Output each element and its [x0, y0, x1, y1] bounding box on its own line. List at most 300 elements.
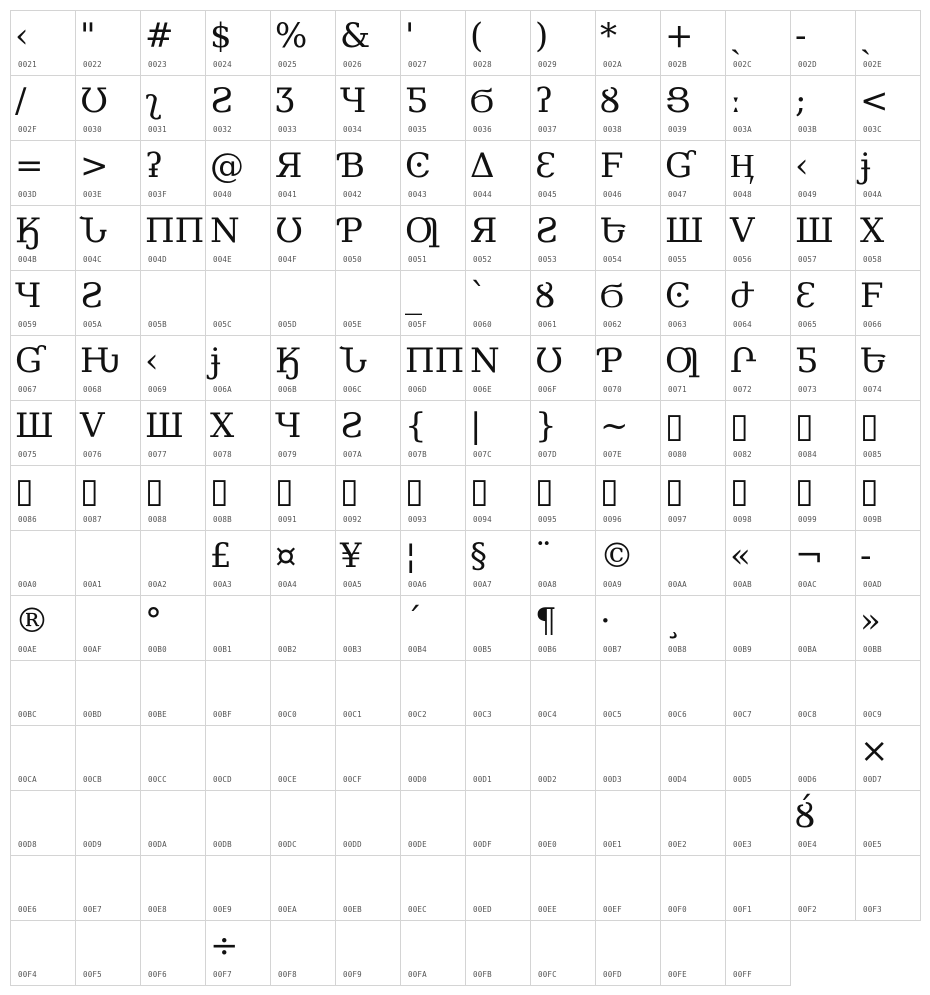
- glyph-cell[interactable]: [855, 530, 921, 596]
- glyph-cell[interactable]: [855, 270, 921, 336]
- glyph-cell[interactable]: [855, 725, 921, 791]
- glyph-cell[interactable]: [725, 790, 791, 856]
- glyph-cell[interactable]: [530, 595, 596, 661]
- glyph-cell[interactable]: [725, 75, 791, 141]
- glyph-cell[interactable]: [790, 595, 856, 661]
- glyph-sample: Ʒ: [275, 81, 295, 121]
- codepoint-label: 0044: [473, 190, 492, 199]
- glyph-sample: Ե: [600, 211, 628, 251]
- glyph-cell[interactable]: [660, 790, 726, 856]
- glyph-cell[interactable]: [725, 660, 791, 726]
- glyph-cell[interactable]: [790, 10, 856, 76]
- glyph-cell[interactable]: [790, 790, 856, 856]
- glyph-cell[interactable]: [595, 595, 661, 661]
- glyph-sample: Ɓ: [340, 146, 365, 186]
- glyph-cell[interactable]: [595, 530, 661, 596]
- glyph-cell[interactable]: [400, 595, 466, 661]
- glyph-sample: ▯: [15, 471, 34, 511]
- glyph-cell[interactable]: [205, 75, 271, 141]
- glyph-cell[interactable]: [465, 595, 531, 661]
- glyph-cell[interactable]: [530, 140, 596, 206]
- glyph-cell[interactable]: [725, 400, 791, 466]
- codepoint-label: 004F: [278, 255, 297, 264]
- glyph-cell[interactable]: [595, 75, 661, 141]
- glyph-cell[interactable]: [140, 595, 206, 661]
- codepoint-label: 00B6: [538, 645, 557, 654]
- glyph-cell[interactable]: [660, 335, 726, 401]
- codepoint-label: 00C2: [408, 710, 427, 719]
- codepoint-label: 005F: [408, 320, 427, 329]
- glyph-cell[interactable]: [595, 660, 661, 726]
- glyph-cell[interactable]: [660, 205, 726, 271]
- glyph-cell[interactable]: [790, 335, 856, 401]
- glyph-cell[interactable]: [140, 75, 206, 141]
- glyph-cell[interactable]: [205, 530, 271, 596]
- glyph-sample: ': [405, 16, 415, 56]
- glyph-sample: {: [405, 406, 427, 446]
- codepoint-label: 007E: [603, 450, 622, 459]
- glyph-cell[interactable]: [465, 790, 531, 856]
- glyph-cell[interactable]: [725, 10, 791, 76]
- glyph-cell[interactable]: [660, 530, 726, 596]
- codepoint-label: 005E: [343, 320, 362, 329]
- glyph-cell[interactable]: [140, 725, 206, 791]
- codepoint-label: 0098: [733, 515, 752, 524]
- glyph-sample: #: [145, 16, 174, 56]
- glyph-cell[interactable]: [10, 725, 76, 791]
- glyph-sample: Ƨ: [210, 81, 234, 121]
- glyph-cell[interactable]: [10, 335, 76, 401]
- glyph-cell[interactable]: [400, 920, 466, 986]
- glyph-cell[interactable]: [75, 725, 141, 791]
- glyph-cell[interactable]: [10, 10, 76, 76]
- glyph-cell[interactable]: [790, 660, 856, 726]
- codepoint-label: 00B4: [408, 645, 427, 654]
- glyph-cell[interactable]: [530, 270, 596, 336]
- glyph-cell[interactable]: [335, 530, 401, 596]
- glyph-cell[interactable]: [725, 530, 791, 596]
- codepoint-label: 005C: [213, 320, 232, 329]
- glyph-grid: [10, 10, 920, 985]
- glyph-cell[interactable]: [140, 855, 206, 921]
- glyph-cell[interactable]: [75, 10, 141, 76]
- codepoint-label: 00D2: [538, 775, 557, 784]
- glyph-cell[interactable]: [855, 400, 921, 466]
- glyph-cell[interactable]: [660, 75, 726, 141]
- codepoint-label: 00A9: [603, 580, 622, 589]
- glyph-cell[interactable]: [10, 75, 76, 141]
- codepoint-label: 00CB: [83, 775, 102, 784]
- glyph-cell[interactable]: [465, 465, 531, 531]
- glyph-cell[interactable]: [335, 920, 401, 986]
- glyph-cell[interactable]: [855, 140, 921, 206]
- glyph-cell[interactable]: [140, 660, 206, 726]
- glyph-cell[interactable]: [660, 725, 726, 791]
- glyph-cell[interactable]: [465, 855, 531, 921]
- glyph-cell[interactable]: [75, 465, 141, 531]
- codepoint-label: 006B: [278, 385, 297, 394]
- glyph-cell[interactable]: [10, 400, 76, 466]
- glyph-cell[interactable]: [725, 140, 791, 206]
- glyph-cell[interactable]: [855, 75, 921, 141]
- codepoint-label: 00F0: [668, 905, 687, 914]
- glyph-cell[interactable]: [140, 465, 206, 531]
- glyph-cell[interactable]: [595, 790, 661, 856]
- glyph-cell[interactable]: [595, 335, 661, 401]
- glyph-sample: Ր: [730, 341, 757, 381]
- glyph-sample: Ʊ: [535, 341, 564, 381]
- glyph-cell[interactable]: [595, 855, 661, 921]
- codepoint-label: 00FF: [733, 970, 752, 979]
- glyph-cell[interactable]: [790, 75, 856, 141]
- glyph-cell[interactable]: [270, 725, 336, 791]
- codepoint-label: 0052: [473, 255, 492, 264]
- glyph-cell[interactable]: [75, 400, 141, 466]
- glyph-cell[interactable]: [335, 205, 401, 271]
- glyph-cell[interactable]: [400, 75, 466, 141]
- glyph-sample: ¤: [275, 536, 297, 576]
- glyph-cell[interactable]: [465, 725, 531, 791]
- glyph-cell[interactable]: [335, 270, 401, 336]
- glyph-cell[interactable]: [855, 205, 921, 271]
- glyph-cell[interactable]: [725, 725, 791, 791]
- glyph-cell[interactable]: [530, 10, 596, 76]
- glyph-cell[interactable]: [595, 465, 661, 531]
- glyph-cell[interactable]: [75, 855, 141, 921]
- glyph-cell[interactable]: [855, 790, 921, 856]
- glyph-cell[interactable]: [10, 270, 76, 336]
- glyph-cell[interactable]: [270, 920, 336, 986]
- glyph-cell[interactable]: [465, 270, 531, 336]
- glyph-cell[interactable]: [465, 10, 531, 76]
- codepoint-label: 00B2: [278, 645, 297, 654]
- glyph-cell[interactable]: [335, 140, 401, 206]
- glyph-cell[interactable]: [400, 400, 466, 466]
- glyph-sample: `: [470, 276, 487, 316]
- glyph-cell[interactable]: [140, 10, 206, 76]
- glyph-cell[interactable]: [790, 465, 856, 531]
- glyph-sample: Ȣ: [535, 276, 555, 316]
- glyph-cell[interactable]: [270, 855, 336, 921]
- glyph-sample: @: [210, 146, 244, 186]
- glyph-cell[interactable]: [465, 400, 531, 466]
- glyph-cell[interactable]: [790, 400, 856, 466]
- glyph-cell[interactable]: [335, 595, 401, 661]
- codepoint-label: 00E2: [668, 840, 687, 849]
- glyph-cell[interactable]: [335, 335, 401, 401]
- glyph-cell[interactable]: [465, 205, 531, 271]
- codepoint-label: 0055: [668, 255, 687, 264]
- glyph-cell[interactable]: [140, 920, 206, 986]
- glyph-cell[interactable]: [400, 790, 466, 856]
- glyph-cell[interactable]: [400, 335, 466, 401]
- glyph-cell[interactable]: [10, 205, 76, 271]
- codepoint-label: 0021: [18, 60, 37, 69]
- glyph-cell[interactable]: [465, 140, 531, 206]
- glyph-cell[interactable]: [400, 270, 466, 336]
- glyph-cell[interactable]: [270, 400, 336, 466]
- glyph-cell[interactable]: [660, 140, 726, 206]
- glyph-cell[interactable]: [75, 75, 141, 141]
- codepoint-label: 00DD: [343, 840, 362, 849]
- codepoint-label: 0033: [278, 125, 297, 134]
- glyph-cell[interactable]: [855, 465, 921, 531]
- glyph-cell[interactable]: [75, 790, 141, 856]
- glyph-cell[interactable]: [595, 205, 661, 271]
- glyph-cell[interactable]: [205, 855, 271, 921]
- glyph-cell[interactable]: [335, 790, 401, 856]
- codepoint-label: 00A2: [148, 580, 167, 589]
- glyph-cell[interactable]: [530, 920, 596, 986]
- glyph-cell[interactable]: [790, 140, 856, 206]
- glyph-cell[interactable]: [140, 790, 206, 856]
- glyph-cell[interactable]: [270, 660, 336, 726]
- glyph-cell[interactable]: [725, 595, 791, 661]
- glyph-cell[interactable]: [400, 660, 466, 726]
- codepoint-label: 00A0: [18, 580, 37, 589]
- glyph-cell[interactable]: [400, 10, 466, 76]
- glyph-cell[interactable]: [205, 595, 271, 661]
- glyph-cell[interactable]: [400, 530, 466, 596]
- glyph-cell[interactable]: [75, 140, 141, 206]
- glyph-cell[interactable]: [335, 465, 401, 531]
- codepoint-label: 006A: [213, 385, 232, 394]
- codepoint-label: 005A: [83, 320, 102, 329]
- glyph-cell[interactable]: [205, 465, 271, 531]
- glyph-cell[interactable]: [400, 140, 466, 206]
- codepoint-label: 00F1: [733, 905, 752, 914]
- codepoint-label: 00F2: [798, 905, 817, 914]
- glyph-cell[interactable]: [530, 465, 596, 531]
- glyph-cell[interactable]: [205, 270, 271, 336]
- glyph-cell[interactable]: [595, 10, 661, 76]
- codepoint-label: 0028: [473, 60, 492, 69]
- glyph-cell[interactable]: [400, 725, 466, 791]
- glyph-cell[interactable]: [270, 530, 336, 596]
- glyph-cell[interactable]: [140, 205, 206, 271]
- glyph-cell[interactable]: [790, 855, 856, 921]
- glyph-cell[interactable]: [855, 855, 921, 921]
- glyph-cell[interactable]: [205, 920, 271, 986]
- glyph-cell[interactable]: [75, 205, 141, 271]
- glyph-cell[interactable]: [530, 660, 596, 726]
- glyph-sample: Ƽ: [405, 81, 429, 121]
- glyph-cell[interactable]: [10, 920, 76, 986]
- glyph-cell[interactable]: [725, 270, 791, 336]
- glyph-cell[interactable]: [75, 335, 141, 401]
- glyph-cell[interactable]: [595, 270, 661, 336]
- glyph-sample: ‹: [145, 341, 159, 381]
- glyph-cell[interactable]: [140, 335, 206, 401]
- codepoint-label: 00DB: [213, 840, 232, 849]
- glyph-cell[interactable]: [660, 465, 726, 531]
- codepoint-label: 00B5: [473, 645, 492, 654]
- glyph-sample: Я: [470, 211, 498, 251]
- glyph-cell[interactable]: [140, 140, 206, 206]
- codepoint-label: 00BC: [18, 710, 37, 719]
- glyph-cell[interactable]: [660, 595, 726, 661]
- glyph-cell[interactable]: [10, 790, 76, 856]
- glyph-cell[interactable]: [855, 660, 921, 726]
- codepoint-label: 002A: [603, 60, 622, 69]
- glyph-cell[interactable]: [10, 660, 76, 726]
- glyph-cell[interactable]: [465, 920, 531, 986]
- glyph-cell[interactable]: [725, 855, 791, 921]
- glyph-cell[interactable]: [855, 595, 921, 661]
- glyph-cell[interactable]: [530, 790, 596, 856]
- codepoint-label: 004B: [18, 255, 37, 264]
- codepoint-label: 00DC: [278, 840, 297, 849]
- glyph-cell[interactable]: [10, 530, 76, 596]
- glyph-cell[interactable]: [660, 270, 726, 336]
- glyph-cell[interactable]: [790, 530, 856, 596]
- codepoint-label: 00FB: [473, 970, 492, 979]
- codepoint-label: 0039: [668, 125, 687, 134]
- codepoint-label: 00C7: [733, 710, 752, 719]
- glyph-sample: ▯: [145, 471, 164, 511]
- glyph-cell[interactable]: [205, 790, 271, 856]
- glyph-cell[interactable]: [140, 400, 206, 466]
- glyph-sample: ‹: [15, 16, 29, 56]
- glyph-cell[interactable]: [75, 270, 141, 336]
- codepoint-label: 0095: [538, 515, 557, 524]
- codepoint-label: 0096: [603, 515, 622, 524]
- glyph-cell[interactable]: [270, 205, 336, 271]
- glyph-cell[interactable]: [725, 335, 791, 401]
- glyph-cell[interactable]: [205, 140, 271, 206]
- codepoint-label: 008B: [213, 515, 232, 524]
- glyph-sample: ▯: [210, 471, 229, 511]
- glyph-sample: <: [860, 81, 889, 121]
- glyph-cell[interactable]: [205, 335, 271, 401]
- glyph-cell[interactable]: [660, 660, 726, 726]
- glyph-cell[interactable]: [595, 400, 661, 466]
- glyph-sample: ▯: [665, 471, 684, 511]
- glyph-cell[interactable]: [725, 920, 791, 986]
- glyph-cell[interactable]: [400, 465, 466, 531]
- glyph-cell[interactable]: [270, 790, 336, 856]
- codepoint-label: 003F: [148, 190, 167, 199]
- codepoint-label: 0076: [83, 450, 102, 459]
- glyph-cell[interactable]: [725, 465, 791, 531]
- codepoint-label: 00AF: [83, 645, 102, 654]
- glyph-cell[interactable]: [790, 270, 856, 336]
- glyph-cell[interactable]: [855, 10, 921, 76]
- codepoint-label: 0070: [603, 385, 622, 394]
- glyph-sample: ʔ: [535, 81, 554, 121]
- glyph-sample: ▯: [535, 471, 554, 511]
- codepoint-label: 006F: [538, 385, 557, 394]
- codepoint-label: 00E5: [863, 840, 882, 849]
- glyph-cell[interactable]: [595, 920, 661, 986]
- glyph-cell[interactable]: [530, 400, 596, 466]
- codepoint-label: 0057: [798, 255, 817, 264]
- glyph-cell[interactable]: [595, 140, 661, 206]
- glyph-cell[interactable]: [10, 595, 76, 661]
- glyph-cell[interactable]: [10, 855, 76, 921]
- glyph-cell[interactable]: [10, 140, 76, 206]
- glyph-cell[interactable]: [205, 10, 271, 76]
- codepoint-label: 0042: [343, 190, 362, 199]
- glyph-cell[interactable]: [10, 465, 76, 531]
- codepoint-label: 00E0: [538, 840, 557, 849]
- codepoint-label: 005B: [148, 320, 167, 329]
- glyph-cell[interactable]: [530, 855, 596, 921]
- codepoint-label: 003C: [863, 125, 882, 134]
- glyph-cell[interactable]: [530, 205, 596, 271]
- glyph-cell[interactable]: [660, 400, 726, 466]
- glyph-cell[interactable]: [530, 725, 596, 791]
- glyph-cell[interactable]: [270, 595, 336, 661]
- glyph-cell[interactable]: [595, 725, 661, 791]
- glyph-cell[interactable]: [790, 725, 856, 791]
- glyph-cell[interactable]: [75, 660, 141, 726]
- glyph-cell[interactable]: [270, 270, 336, 336]
- glyph-cell[interactable]: [335, 660, 401, 726]
- codepoint-label: 00AC: [798, 580, 817, 589]
- glyph-cell[interactable]: [75, 920, 141, 986]
- glyph-cell[interactable]: [270, 465, 336, 531]
- glyph-cell[interactable]: [335, 725, 401, 791]
- glyph-cell[interactable]: [465, 75, 531, 141]
- codepoint-label: 00F5: [83, 970, 102, 979]
- glyph-cell[interactable]: [725, 205, 791, 271]
- codepoint-label: 00FD: [603, 970, 622, 979]
- glyph-cell[interactable]: [270, 75, 336, 141]
- glyph-sample: ː: [730, 81, 742, 121]
- glyph-cell[interactable]: [530, 75, 596, 141]
- codepoint-label: 0062: [603, 320, 622, 329]
- glyph-cell[interactable]: [335, 855, 401, 921]
- glyph-cell[interactable]: [270, 140, 336, 206]
- glyph-sample: ▯: [860, 471, 879, 511]
- glyph-cell[interactable]: [400, 205, 466, 271]
- codepoint-label: 00D0: [408, 775, 427, 784]
- glyph-cell[interactable]: [205, 400, 271, 466]
- glyph-cell[interactable]: [335, 10, 401, 76]
- glyph-cell[interactable]: [205, 725, 271, 791]
- glyph-cell[interactable]: [660, 10, 726, 76]
- glyph-cell[interactable]: [140, 530, 206, 596]
- glyph-sample: Ȣ: [600, 81, 620, 121]
- glyph-cell[interactable]: [465, 335, 531, 401]
- glyph-cell[interactable]: [530, 530, 596, 596]
- glyph-cell[interactable]: [660, 855, 726, 921]
- codepoint-label: 00F9: [343, 970, 362, 979]
- glyph-cell[interactable]: [855, 335, 921, 401]
- codepoint-label: 003D: [18, 190, 37, 199]
- glyph-cell[interactable]: [335, 400, 401, 466]
- glyph-cell[interactable]: [75, 530, 141, 596]
- codepoint-label: 00E8: [148, 905, 167, 914]
- glyph-cell[interactable]: [660, 920, 726, 986]
- glyph-cell[interactable]: [335, 75, 401, 141]
- glyph-cell[interactable]: [270, 335, 336, 401]
- glyph-cell[interactable]: [75, 595, 141, 661]
- glyph-cell[interactable]: [270, 10, 336, 76]
- glyph-cell[interactable]: [465, 530, 531, 596]
- glyph-cell[interactable]: [140, 270, 206, 336]
- glyph-sample: V: [80, 406, 105, 446]
- glyph-sample: Ȣ́: [795, 796, 815, 836]
- glyph-cell[interactable]: [465, 660, 531, 726]
- glyph-cell[interactable]: [205, 660, 271, 726]
- glyph-cell[interactable]: [400, 855, 466, 921]
- glyph-cell[interactable]: [205, 205, 271, 271]
- glyph-cell[interactable]: [790, 205, 856, 271]
- glyph-sample: ▯: [600, 471, 619, 511]
- glyph-cell[interactable]: [530, 335, 596, 401]
